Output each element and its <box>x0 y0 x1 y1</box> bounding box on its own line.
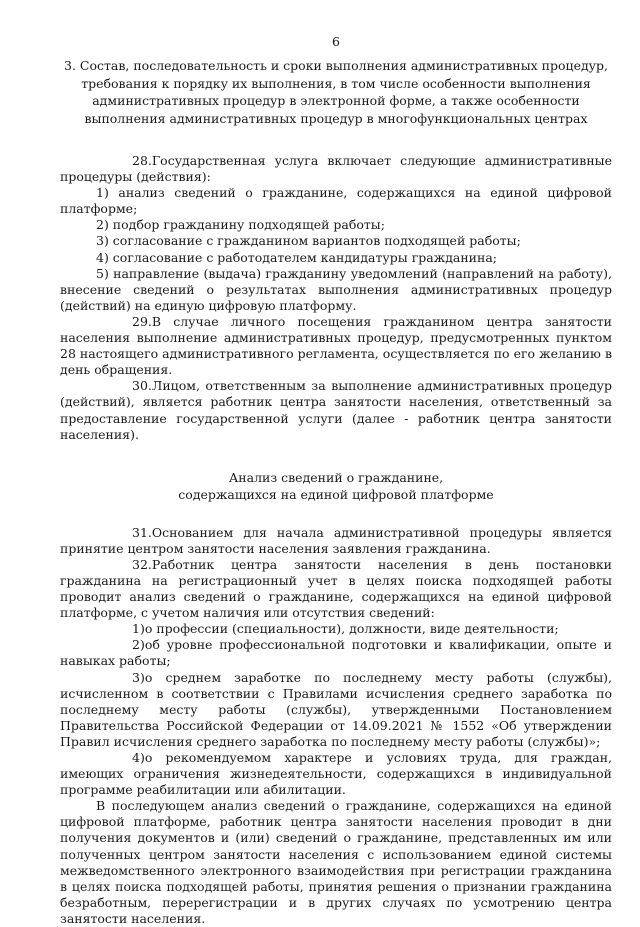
item-number: 1) <box>132 621 145 637</box>
document-page <box>60 34 612 927</box>
final-paragraph: В последующем анализ сведений о гражданине, содержащихся на единой цифровой платформе, работник центра занятости населения проводит в дни получения документов и (или) сведений о гражданине, представленных им или полученных центром занятости населения с использованием единой системы межведомственного электронного взаимодействия при регистрации гражданина в целях поиска подходящей работы, принятия решения о признании гражданина безработным, перерегистрации и в других случаях по усмотрению центра занятости населения. <box>60 798 612 926</box>
paragraph-number: 31. <box>132 524 152 540</box>
paragraph-28 <box>60 153 612 185</box>
item-text: о среднем заработке по последнему месту работы (службы), исчисленном в соответствии с Правилами исчисления среднего заработка по последнему месту работы (службы), утвержденными Постановлением Правительства Российской Федерации от 14.09.2021 № 1552 «Об утверждении Правил исчисления среднего заработка по последнему месту работы (службы)»; <box>60 669 612 749</box>
list-item: 5) направление (выдача) гражданину уведомлений (направлений на работу), внесение сведений о результатах выполнения административных процедур (действий) на единую цифровую платформу. <box>60 265 612 313</box>
item-text: о рекомендуемом характере и условиях труда, для граждан, имеющих ограничения жизнедеятельности, содержащихся в индивидуальной программе реабилитации или абилитации. <box>60 750 612 798</box>
list-item: 2) подбор гражданину подходящей работы; <box>96 217 385 233</box>
list-item: 3) согласование с гражданином вариантов подходящей работы; <box>96 233 521 249</box>
list-item: 1) анализ сведений о гражданине, содержащихся на единой цифровой платформе; <box>60 185 612 217</box>
page-number: 6 <box>332 34 340 49</box>
paragraph-31 <box>60 525 612 557</box>
subheading-line: Анализ сведений о гражданине, <box>228 469 444 485</box>
paragraph-text: Государственная услуга включает следующие административные процедуры (действия): <box>60 153 612 185</box>
section-heading: 3. Состав, последовательность и сроки выполнения административных процедур, требования к порядку их выполнения, в том числе особенности выполнения административных процедур в электронной форме, а также особенности выполнения административных процедур в многофункциональных центрах <box>64 58 608 126</box>
subsection-heading <box>60 469 612 503</box>
list-item <box>60 621 612 637</box>
item-number: 4) <box>132 750 145 765</box>
paragraph-number: 28. <box>132 153 152 168</box>
paragraph-number: 30. <box>132 378 152 394</box>
item-number: 2) <box>132 637 145 653</box>
item-text: о профессии (специальности), должности, виде деятельности; <box>144 621 559 637</box>
paragraph-29 <box>60 314 612 378</box>
item-text: об уровне профессиональной подготовки и квалификации, опыте и навыках работы; <box>60 637 612 669</box>
paragraph-number: 29. <box>132 313 152 329</box>
list-item <box>60 637 612 669</box>
list-item: 4) согласование с работодателем кандидатуры гражданина; <box>96 249 498 265</box>
paragraph-text: В случае личного посещения гражданином центра занятости населения выполнение административных процедур, предусмотренных пунктом 28 настоящего административного регламента, осуществляется по его желанию в день обращения. <box>60 313 612 378</box>
paragraph-32 <box>60 557 612 621</box>
paragraph-text: Лицом, ответственным за выполнение административных процедур (действий), является работник центра занятости населения, ответственный за предоставление государственной услуги (далее - работник центра занятости населения). <box>60 378 612 442</box>
paragraph-30 <box>60 378 612 442</box>
item-number: 3) <box>132 669 145 685</box>
subheading-line: содержащихся на единой цифровой платформе <box>178 486 494 502</box>
paragraph-text: Основанием для начала административной процедуры является принятие центром занятости населения заявления гражданина. <box>60 524 612 556</box>
list-item <box>60 750 612 798</box>
list-item <box>60 670 612 750</box>
paragraph-number: 32. <box>132 556 152 572</box>
paragraph-text: Работник центра занятости населения в день постановки гражданина на регистрационный учет в целях поиска подходящей работы проводит анализ сведений о гражданине, содержащихся на единой цифровой платформе, с учетом наличия или отсутствия сведений: <box>60 556 612 621</box>
